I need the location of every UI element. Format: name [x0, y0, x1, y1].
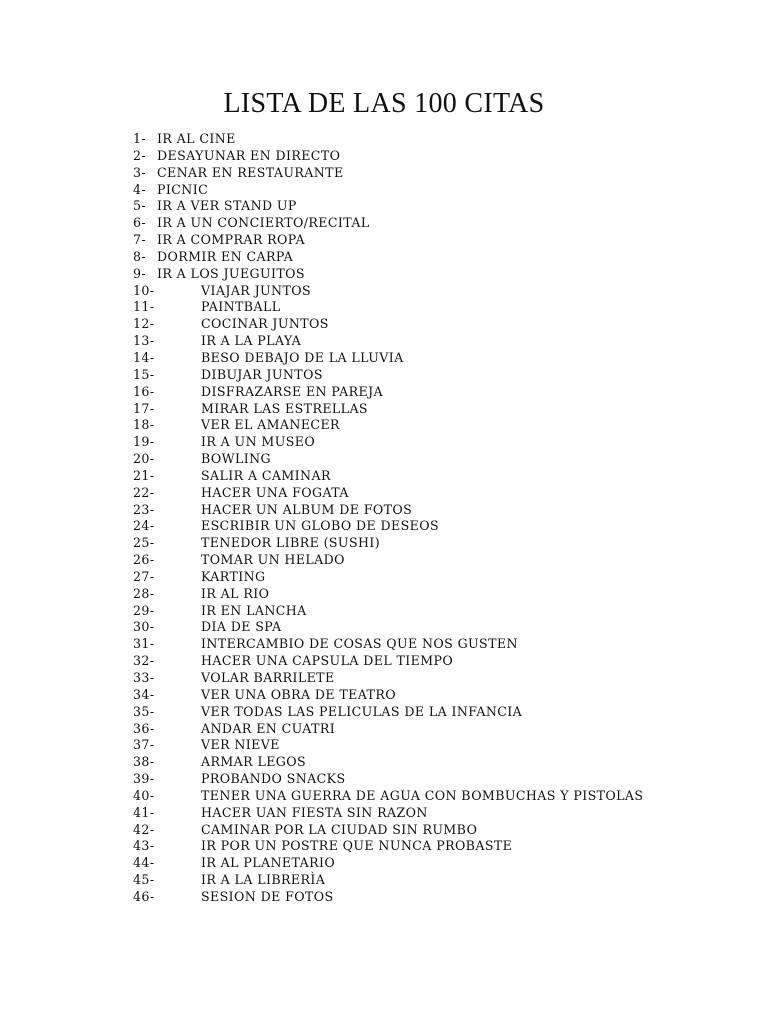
list-item	[133, 619, 733, 636]
item-number: 8-	[133, 248, 147, 264]
item-text: COCINAR JUNTOS	[201, 316, 329, 332]
item-number: 28-	[133, 585, 155, 601]
item-number: 34-	[133, 686, 155, 702]
list-item	[133, 502, 733, 519]
item-number: 32-	[133, 653, 155, 669]
item-text: IR AL PLANETARIO	[201, 855, 336, 871]
item-number: 23-	[133, 501, 155, 517]
item-number: 12-	[133, 316, 155, 332]
item-text: ARMAR LEGOS	[201, 754, 307, 770]
list-item	[133, 182, 733, 199]
list-item	[133, 754, 733, 771]
list-item	[133, 283, 733, 300]
item-text: VER NIEVE	[201, 737, 280, 753]
item-text: IR AL CINE	[157, 131, 236, 146]
item-number: 43-	[133, 838, 155, 854]
item-text: BESO DEBAJO DE LA LLUVIA	[201, 349, 404, 365]
item-text: HACER UAN FIESTA SIN RAZON	[201, 804, 428, 820]
list-item	[133, 586, 733, 603]
item-text: PROBANDO SNACKS	[201, 771, 346, 787]
item-text: DORMIR EN CARPA	[157, 248, 294, 264]
item-text: PICNIC	[157, 181, 209, 197]
list-item	[133, 333, 733, 350]
list-item	[133, 653, 733, 670]
list-item	[133, 367, 733, 384]
item-number: 19-	[133, 434, 155, 450]
list-item	[133, 165, 733, 182]
item-text: IR POR UN POSTRE QUE NUNCA PROBASTE	[201, 838, 513, 854]
item-number: 3-	[133, 164, 147, 180]
item-number: 15-	[133, 366, 155, 382]
item-number: 13-	[133, 333, 155, 349]
list-item	[133, 805, 733, 822]
item-number: 39-	[133, 771, 155, 787]
item-text: VER UNA OBRA DE TEATRO	[201, 686, 396, 702]
list-item	[133, 316, 733, 333]
item-text: HACER UNA FOGATA	[201, 484, 349, 500]
item-text: CENAR EN RESTAURANTE	[157, 164, 344, 180]
item-text: VER EL AMANECER	[201, 417, 340, 433]
item-number: 24-	[133, 518, 155, 534]
item-number: 2-	[133, 147, 147, 163]
item-text: DIA DE SPA	[201, 619, 282, 635]
item-text: DISFRAZARSE EN PAREJA	[201, 383, 384, 399]
list-item	[133, 603, 733, 620]
item-number: 44-	[133, 855, 155, 871]
list-item	[133, 417, 733, 434]
item-text: DIBUJAR JUNTOS	[201, 366, 323, 382]
item-number: 25-	[133, 535, 155, 551]
list-item	[133, 535, 733, 552]
item-number: 10-	[133, 282, 155, 298]
list-item	[133, 299, 733, 316]
item-number: 27-	[133, 568, 155, 584]
item-text: BOWLING	[201, 451, 271, 467]
item-text: IR AL RIO	[201, 585, 270, 601]
item-text: CAMINAR POR LA CIUDAD SIN RUMBO	[201, 821, 478, 837]
item-text: DESAYUNAR EN DIRECTO	[157, 147, 341, 163]
item-text: VOLAR BARRILETE	[201, 670, 335, 685]
list-item	[133, 569, 733, 586]
list-item	[133, 518, 733, 535]
item-text: TENER UNA GUERRA DE AGUA CON BOMBUCHAS Y PISTOLAS	[201, 787, 644, 803]
item-text: MIRAR LAS ESTRELLAS	[201, 400, 368, 416]
list-item	[133, 148, 733, 165]
item-number: 18-	[133, 417, 155, 433]
item-number: 38-	[133, 754, 155, 770]
list-item	[133, 485, 733, 502]
item-text: HACER UNA CAPSULA DEL TIEMPO	[201, 653, 454, 669]
item-number: 16-	[133, 383, 155, 399]
item-text: INTERCAMBIO DE COSAS QUE NOS GUSTEN	[201, 636, 518, 652]
item-number: 7-	[133, 232, 147, 248]
list-item	[133, 855, 733, 872]
list-item	[133, 704, 733, 721]
item-number: 36-	[133, 720, 155, 736]
item-text: IR A LA PLAYA	[201, 333, 302, 349]
item-text: IR A UN CONCIERTO/RECITAL	[157, 215, 370, 231]
item-text: IR EN LANCHA	[201, 602, 307, 618]
list-item	[133, 384, 733, 401]
item-text: VIAJAR JUNTOS	[201, 282, 312, 298]
list-item	[133, 838, 733, 855]
item-number: 29-	[133, 602, 155, 618]
item-number: 42-	[133, 821, 155, 837]
item-number: 45-	[133, 872, 155, 888]
list-item	[133, 434, 733, 451]
item-number: 33-	[133, 670, 155, 685]
list-item	[133, 232, 733, 249]
citas-list	[133, 131, 733, 906]
list-item	[133, 552, 733, 569]
item-number: 9-	[133, 265, 147, 281]
item-number: 4-	[133, 181, 147, 197]
item-number: 41-	[133, 804, 155, 820]
item-text: PAINTBALL	[201, 299, 281, 315]
item-text: SALIR A CAMINAR	[201, 467, 331, 483]
item-number: 26-	[133, 552, 155, 568]
item-number: 40-	[133, 787, 155, 803]
list-item	[133, 737, 733, 754]
list-item	[133, 468, 733, 485]
list-item	[133, 350, 733, 367]
item-text: SESION DE FOTOS	[201, 888, 334, 904]
item-number: 1-	[133, 131, 147, 146]
list-item	[133, 131, 733, 148]
item-text: IR A COMPRAR ROPA	[157, 232, 305, 248]
item-number: 46-	[133, 888, 155, 904]
item-text: IR A LOS JUEGUITOS	[157, 265, 305, 281]
item-number: 31-	[133, 636, 155, 652]
item-number: 14-	[133, 349, 155, 365]
page-title: LISTA DE LAS 100 CITAS	[223, 88, 545, 119]
item-number: 22-	[133, 484, 155, 500]
list-item	[133, 822, 733, 839]
item-text: TOMAR UN HELADO	[201, 552, 345, 568]
list-item	[133, 721, 733, 738]
item-number: 17-	[133, 400, 155, 416]
list-item	[133, 687, 733, 704]
item-text: KARTING	[201, 568, 266, 584]
list-item	[133, 670, 733, 687]
item-text: HACER UN ALBUM DE FOTOS	[201, 501, 413, 517]
list-item	[133, 636, 733, 653]
list-item	[133, 788, 733, 805]
item-number: 11-	[133, 299, 155, 315]
item-number: 35-	[133, 703, 155, 719]
item-text: TENEDOR LIBRE (SUSHI)	[201, 535, 381, 551]
item-text: ESCRIBIR UN GLOBO DE DESEOS	[201, 518, 439, 534]
list-item	[133, 872, 733, 889]
list-item	[133, 215, 733, 232]
item-text: IR A LA LIBRERÌA	[201, 872, 326, 888]
item-number: 5-	[133, 198, 147, 214]
item-number: 21-	[133, 467, 155, 483]
item-text: IR A UN MUSEO	[201, 434, 316, 450]
list-item	[133, 889, 733, 906]
list-item	[133, 266, 733, 283]
list-item	[133, 451, 733, 468]
item-number: 30-	[133, 619, 155, 635]
item-text: ANDAR EN CUATRI	[201, 720, 336, 736]
list-item	[133, 249, 733, 266]
item-number: 6-	[133, 215, 147, 231]
list-item	[133, 771, 733, 788]
item-number: 37-	[133, 737, 155, 753]
list-item	[133, 401, 733, 418]
item-text: VER TODAS LAS PELICULAS DE LA INFANCIA	[201, 703, 523, 719]
item-number: 20-	[133, 451, 155, 467]
item-text: IR A VER STAND UP	[157, 198, 297, 214]
list-item	[133, 198, 733, 215]
